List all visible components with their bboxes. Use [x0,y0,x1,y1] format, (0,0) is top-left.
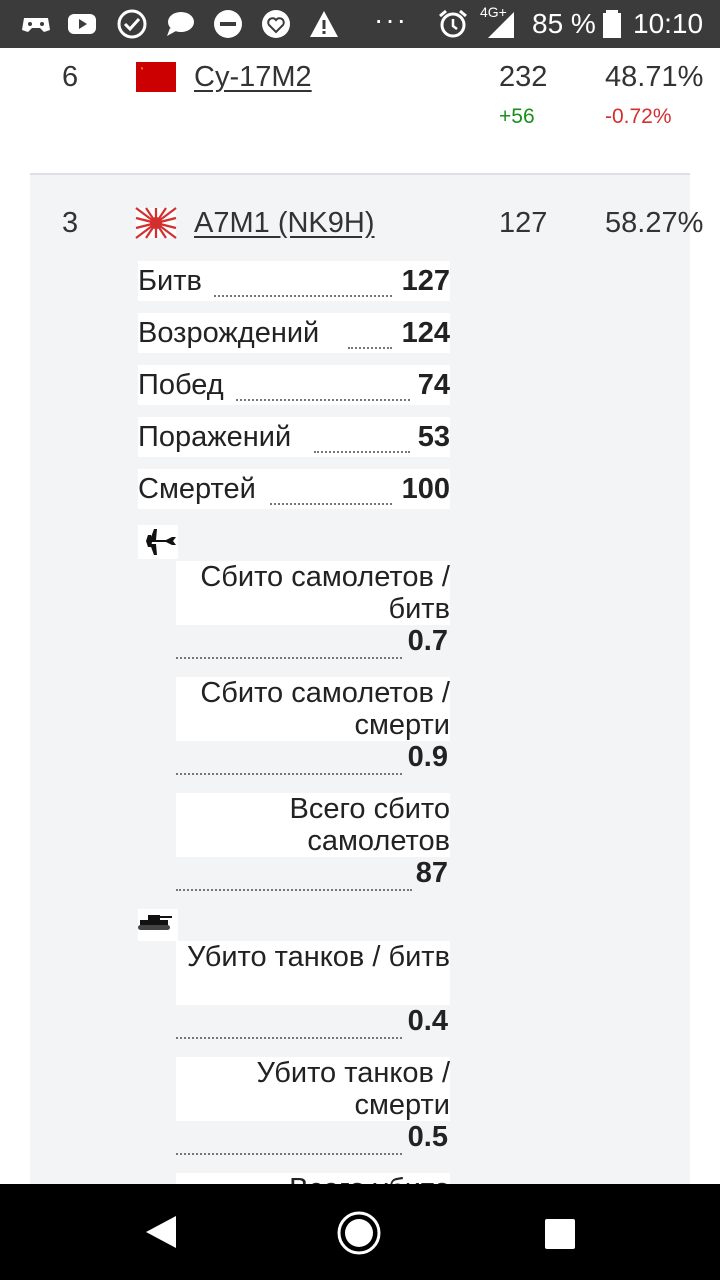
network-type: 4G+ [480,4,507,20]
warning-icon [308,8,340,40]
alarm-icon [437,8,469,40]
stat-label: Убито танков / битв [176,941,450,1005]
battles-count: 127 [499,207,548,239]
signal-icon [484,8,516,40]
stat-label: Возрождений [138,317,320,349]
battles-count: 232 [499,61,548,93]
stat-respawns [138,313,450,353]
stat-value: 0.5 [407,1121,448,1153]
vehicle-row-expanded[interactable] [30,173,704,1195]
tank-kills-per-battle [176,941,450,1041]
jet-aircraft-icon [138,525,178,559]
clock: 10:10 [633,8,704,39]
vehicle-name-link[interactable]: Су-17М2 [194,61,312,93]
stat-label: Смертей [138,473,256,505]
rank-number: 3 [62,207,79,239]
tank-icon [138,909,178,941]
rising-sun-flag-icon [136,208,176,238]
stat-defeats [138,417,450,457]
winrate-delta: -0.72% [605,105,672,128]
battles-delta: +56 [499,105,535,128]
more-notifications-indicator: ··· [374,4,408,35]
vehicle-name-link[interactable]: A7M1 (NK9H) [194,207,375,239]
winrate: 48.71% [605,61,704,93]
stat-label: Битв [138,265,202,297]
heart-badge-icon [260,8,292,40]
system-navigation-bar [0,1184,720,1280]
chat-icon [164,8,196,40]
status-bar [0,0,720,48]
recents-button[interactable] [542,1216,578,1252]
stat-value: 87 [415,857,448,889]
air-kills-per-death [176,677,450,777]
ussr-flag-icon [136,62,176,92]
battery-icon [596,8,628,40]
stat-battles [138,261,450,301]
stat-value: 0.9 [407,741,448,773]
stat-label: Убито танков / смерти [176,1057,450,1121]
stat-label: Сбито самолетов / битв [176,561,450,625]
stat-label: Побед [138,369,224,401]
check-circle-icon [116,8,148,40]
home-button[interactable] [336,1210,382,1256]
stat-value: 100 [401,473,450,505]
gamepad-icon [20,8,52,40]
stat-value: 127 [401,265,450,297]
air-kills-total [176,793,450,893]
vehicle-row[interactable] [0,48,720,172]
battery-percent: 85 % [532,8,596,39]
vehicle-stats-list[interactable] [0,48,720,1184]
stat-value: 74 [417,369,450,401]
back-button[interactable] [140,1212,180,1252]
stat-value: 0.4 [407,1005,448,1037]
stat-label: Поражений [138,421,292,453]
minus-circle-icon [212,8,244,40]
air-kills-per-battle [176,561,450,661]
stat-value: 0.7 [407,625,448,657]
stat-label: Всего сбито самолетов [176,793,450,857]
rank-number: 6 [62,61,79,93]
stat-value: 124 [401,317,450,349]
winrate: 58.27% [605,207,704,239]
stat-victories [138,365,450,405]
stat-deaths [138,469,450,509]
tank-kills-per-death [176,1057,450,1157]
stat-label: Сбито самолетов / смерти [176,677,450,741]
stat-value: 53 [417,421,450,453]
youtube-icon [66,8,98,40]
